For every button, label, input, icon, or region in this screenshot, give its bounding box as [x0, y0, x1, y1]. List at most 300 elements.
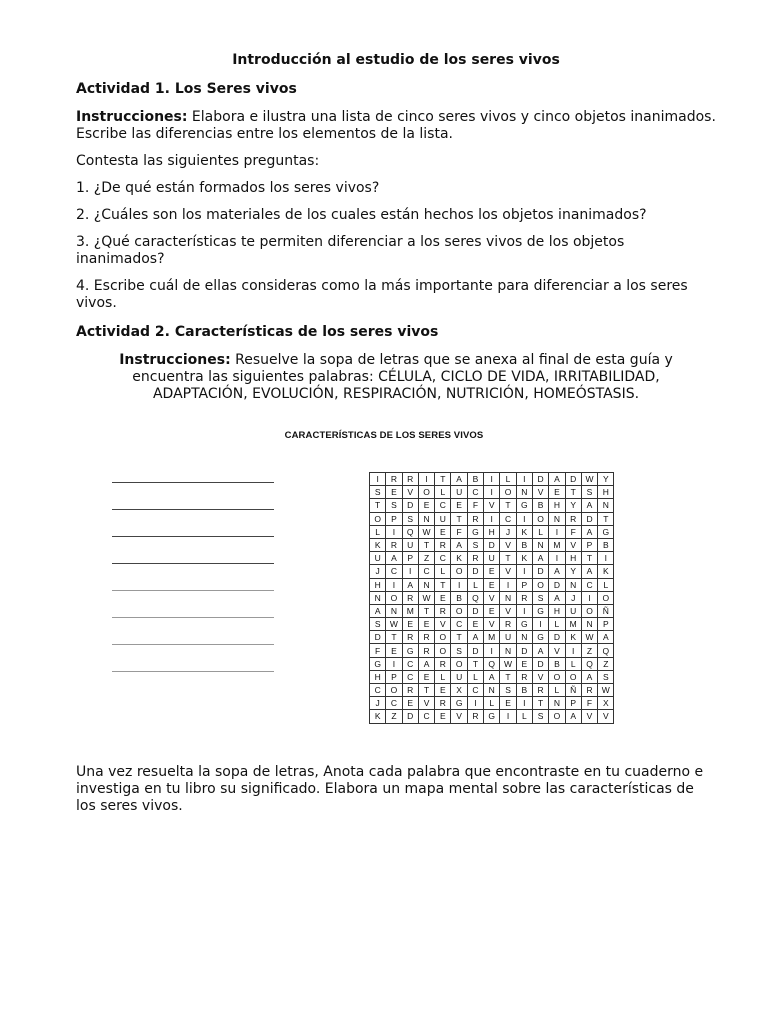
wordsearch-cell[interactable]: D: [549, 631, 565, 644]
wordsearch-cell[interactable]: B: [451, 591, 467, 604]
wordsearch-cell[interactable]: H: [549, 604, 565, 617]
wordsearch-cell[interactable]: C: [581, 578, 597, 591]
wordsearch-cell[interactable]: Y: [565, 499, 581, 512]
wordsearch-cell[interactable]: K: [451, 552, 467, 565]
wordsearch-cell[interactable]: S: [467, 538, 483, 551]
wordsearch-cell[interactable]: V: [598, 710, 614, 723]
wordsearch-cell[interactable]: B: [467, 473, 483, 486]
wordsearch-cell[interactable]: U: [451, 486, 467, 499]
wordsearch-cell[interactable]: U: [484, 552, 500, 565]
wordsearch-cell[interactable]: A: [565, 710, 581, 723]
wordsearch-cell[interactable]: Z: [418, 552, 434, 565]
wordsearch-cell[interactable]: A: [370, 604, 386, 617]
wordsearch-cell[interactable]: R: [435, 657, 451, 670]
wordsearch-cell[interactable]: G: [516, 499, 532, 512]
wordsearch-cell[interactable]: A: [581, 670, 597, 683]
wordsearch-cell[interactable]: P: [565, 697, 581, 710]
wordsearch-cell[interactable]: B: [598, 538, 614, 551]
wordsearch-cell[interactable]: D: [402, 499, 418, 512]
wordsearch-cell[interactable]: C: [467, 684, 483, 697]
wordsearch-cell[interactable]: K: [370, 710, 386, 723]
wordsearch-cell[interactable]: T: [451, 631, 467, 644]
wordsearch-cell[interactable]: N: [516, 631, 532, 644]
wordsearch-cell[interactable]: F: [581, 697, 597, 710]
wordsearch-cell[interactable]: T: [467, 657, 483, 670]
wordsearch-cell[interactable]: O: [598, 591, 614, 604]
wordsearch-cell[interactable]: R: [402, 631, 418, 644]
wordsearch-cell[interactable]: O: [451, 604, 467, 617]
wordsearch-cell[interactable]: M: [484, 631, 500, 644]
wordsearch-cell[interactable]: H: [370, 670, 386, 683]
wordsearch-cell[interactable]: T: [435, 473, 451, 486]
wordsearch-cell[interactable]: A: [418, 657, 434, 670]
wordsearch-cell[interactable]: G: [532, 631, 548, 644]
wordsearch-cell[interactable]: L: [435, 670, 451, 683]
wordsearch-cell[interactable]: N: [532, 538, 548, 551]
wordsearch-cell[interactable]: T: [598, 512, 614, 525]
wordsearch-cell[interactable]: H: [549, 499, 565, 512]
wordsearch-cell[interactable]: R: [500, 618, 516, 631]
wordsearch-cell[interactable]: C: [386, 697, 402, 710]
wordsearch-cell[interactable]: F: [565, 525, 581, 538]
wordsearch-cell[interactable]: L: [467, 578, 483, 591]
wordsearch-cell[interactable]: A: [549, 473, 565, 486]
wordsearch-cell[interactable]: W: [581, 631, 597, 644]
wordsearch-cell[interactable]: C: [402, 670, 418, 683]
wordsearch-cell[interactable]: M: [549, 538, 565, 551]
wordsearch-cell[interactable]: C: [418, 710, 434, 723]
wordsearch-cell[interactable]: I: [370, 473, 386, 486]
answer-line[interactable]: [112, 536, 274, 537]
wordsearch-cell[interactable]: F: [451, 525, 467, 538]
wordsearch-cell[interactable]: G: [516, 618, 532, 631]
wordsearch-cell[interactable]: N: [386, 604, 402, 617]
wordsearch-cell[interactable]: A: [598, 631, 614, 644]
wordsearch-cell[interactable]: E: [484, 604, 500, 617]
wordsearch-cell[interactable]: N: [549, 697, 565, 710]
wordsearch-cell[interactable]: Ñ: [598, 604, 614, 617]
wordsearch-cell[interactable]: D: [532, 565, 548, 578]
wordsearch-cell[interactable]: J: [565, 591, 581, 604]
wordsearch-cell[interactable]: P: [402, 552, 418, 565]
wordsearch-cell[interactable]: I: [565, 644, 581, 657]
wordsearch-cell[interactable]: E: [435, 525, 451, 538]
activity1-instructions-label: Instrucciones:: [76, 109, 188, 125]
wordsearch-cell[interactable]: I: [516, 697, 532, 710]
wordsearch-cell[interactable]: C: [451, 618, 467, 631]
wordsearch-cell[interactable]: N: [418, 578, 434, 591]
wordsearch-cell[interactable]: R: [467, 512, 483, 525]
wordsearch-cell[interactable]: T: [451, 512, 467, 525]
wordsearch-cell[interactable]: I: [532, 618, 548, 631]
wordsearch-cell[interactable]: J: [370, 697, 386, 710]
wordsearch-cell[interactable]: R: [402, 473, 418, 486]
wordsearch-cell[interactable]: R: [402, 591, 418, 604]
wordsearch-cell[interactable]: D: [467, 644, 483, 657]
wordsearch-cell[interactable]: N: [484, 684, 500, 697]
wordsearch-cell[interactable]: L: [484, 697, 500, 710]
wordsearch-cell[interactable]: P: [386, 512, 402, 525]
wordsearch-cell[interactable]: C: [435, 499, 451, 512]
wordsearch-cell[interactable]: O: [451, 657, 467, 670]
wordsearch-cell[interactable]: Y: [598, 473, 614, 486]
wordsearch-cell[interactable]: R: [402, 684, 418, 697]
wordsearch-cell[interactable]: H: [598, 486, 614, 499]
wordsearch-cell[interactable]: D: [402, 710, 418, 723]
wordsearch-cell[interactable]: E: [549, 486, 565, 499]
wordsearch-cell[interactable]: N: [370, 591, 386, 604]
wordsearch-cell[interactable]: V: [532, 670, 548, 683]
wordsearch-cell[interactable]: U: [500, 631, 516, 644]
wordsearch-cell[interactable]: V: [500, 604, 516, 617]
wordsearch-cell[interactable]: C: [500, 512, 516, 525]
wordsearch-cell[interactable]: I: [549, 525, 565, 538]
wordsearch-cell[interactable]: L: [549, 684, 565, 697]
wordsearch-cell[interactable]: T: [418, 604, 434, 617]
wordsearch-row: [370, 565, 614, 578]
wordsearch-cell[interactable]: I: [500, 710, 516, 723]
wordsearch-cell[interactable]: I: [484, 486, 500, 499]
wordsearch-cell[interactable]: I: [598, 552, 614, 565]
wordsearch-cell[interactable]: M: [402, 604, 418, 617]
wordsearch-cell[interactable]: B: [516, 684, 532, 697]
wordsearch-cell[interactable]: Z: [598, 657, 614, 670]
wordsearch-cell[interactable]: T: [500, 670, 516, 683]
wordsearch-cell[interactable]: W: [418, 525, 434, 538]
wordsearch-cell[interactable]: P: [598, 618, 614, 631]
wordsearch-cell[interactable]: A: [402, 578, 418, 591]
wordsearch-row: [370, 644, 614, 657]
wordsearch-cell[interactable]: L: [500, 473, 516, 486]
wordsearch-cell[interactable]: T: [565, 486, 581, 499]
wordsearch-cell[interactable]: E: [418, 618, 434, 631]
wordsearch-cell[interactable]: X: [451, 684, 467, 697]
wordsearch-cell[interactable]: L: [467, 670, 483, 683]
wordsearch-cell[interactable]: V: [484, 618, 500, 631]
wordsearch-cell[interactable]: D: [516, 644, 532, 657]
wordsearch-cell[interactable]: T: [435, 578, 451, 591]
wordsearch-cell[interactable]: I: [581, 591, 597, 604]
wordsearch-cell[interactable]: C: [435, 552, 451, 565]
wordsearch-cell[interactable]: I: [500, 578, 516, 591]
wordsearch-cell[interactable]: T: [500, 552, 516, 565]
wordsearch-cell[interactable]: L: [370, 525, 386, 538]
wordsearch-cell[interactable]: O: [451, 565, 467, 578]
wordsearch-cell[interactable]: E: [386, 644, 402, 657]
wordsearch-cell[interactable]: H: [565, 552, 581, 565]
wordsearch-cell[interactable]: O: [549, 710, 565, 723]
wordsearch-cell[interactable]: N: [549, 512, 565, 525]
wordsearch-cell[interactable]: S: [386, 499, 402, 512]
wordsearch-cell[interactable]: E: [484, 565, 500, 578]
wordsearch-cell[interactable]: A: [549, 591, 565, 604]
wordsearch-cell[interactable]: V: [500, 538, 516, 551]
wordsearch-cell[interactable]: N: [500, 644, 516, 657]
wordsearch-cell[interactable]: L: [549, 618, 565, 631]
wordsearch-cell[interactable]: O: [532, 512, 548, 525]
wordsearch-cell[interactable]: I: [418, 473, 434, 486]
wordsearch-cell[interactable]: U: [402, 538, 418, 551]
wordsearch-cell[interactable]: A: [549, 565, 565, 578]
wordsearch-cell[interactable]: A: [451, 538, 467, 551]
wordsearch-cell[interactable]: D: [565, 473, 581, 486]
wordsearch-cell[interactable]: A: [386, 552, 402, 565]
wordsearch-cell[interactable]: Q: [402, 525, 418, 538]
wordsearch-cell[interactable]: Ñ: [565, 684, 581, 697]
wordsearch-cell[interactable]: T: [418, 684, 434, 697]
wordsearch-cell[interactable]: S: [370, 486, 386, 499]
wordsearch-cell[interactable]: T: [532, 697, 548, 710]
wordsearch-cell[interactable]: J: [370, 565, 386, 578]
answer-line[interactable]: [112, 671, 274, 672]
wordsearch-cell[interactable]: C: [386, 565, 402, 578]
wordsearch-cell[interactable]: S: [581, 486, 597, 499]
wordsearch-cell[interactable]: I: [516, 512, 532, 525]
wordsearch-cell[interactable]: A: [484, 670, 500, 683]
wordsearch-cell[interactable]: V: [484, 499, 500, 512]
wordsearch-cell[interactable]: V: [402, 486, 418, 499]
wordsearch-cell[interactable]: I: [484, 512, 500, 525]
wordsearch-cell[interactable]: S: [598, 670, 614, 683]
wordsearch-cell[interactable]: G: [484, 710, 500, 723]
wordsearch-cell[interactable]: U: [370, 552, 386, 565]
wordsearch-cell[interactable]: R: [516, 670, 532, 683]
wordsearch-cell[interactable]: O: [435, 644, 451, 657]
wordsearch-cell[interactable]: V: [451, 710, 467, 723]
wordsearch-cell[interactable]: N: [598, 499, 614, 512]
wordsearch-grid: [369, 472, 614, 724]
wordsearch-cell[interactable]: E: [418, 499, 434, 512]
wordsearch-cell[interactable]: N: [418, 512, 434, 525]
wordsearch-cell[interactable]: S: [532, 591, 548, 604]
wordsearch-cell[interactable]: N: [516, 486, 532, 499]
wordsearch-cell[interactable]: V: [581, 710, 597, 723]
wordsearch-cell[interactable]: P: [386, 670, 402, 683]
wordsearch-cell[interactable]: D: [532, 657, 548, 670]
wordsearch-cell[interactable]: A: [467, 631, 483, 644]
wordsearch-cell[interactable]: W: [581, 473, 597, 486]
wordsearch-cell[interactable]: R: [467, 552, 483, 565]
wordsearch-cell[interactable]: C: [418, 565, 434, 578]
wordsearch-cell[interactable]: B: [516, 538, 532, 551]
wordsearch-cell[interactable]: H: [484, 525, 500, 538]
wordsearch-cell[interactable]: T: [418, 538, 434, 551]
wordsearch-cell[interactable]: S: [402, 512, 418, 525]
wordsearch-cell[interactable]: P: [516, 578, 532, 591]
wordsearch-cell[interactable]: E: [467, 618, 483, 631]
wordsearch-cell[interactable]: L: [435, 486, 451, 499]
wordsearch-cell[interactable]: T: [500, 499, 516, 512]
wordsearch-cell[interactable]: G: [598, 525, 614, 538]
wordsearch-cell[interactable]: G: [451, 697, 467, 710]
wordsearch-cell[interactable]: O: [581, 604, 597, 617]
wordsearch-cell[interactable]: F: [467, 499, 483, 512]
wordsearch-cell[interactable]: A: [581, 565, 597, 578]
wordsearch-cell[interactable]: U: [435, 512, 451, 525]
wordsearch-cell[interactable]: R: [467, 710, 483, 723]
wordsearch-cell[interactable]: H: [370, 578, 386, 591]
wordsearch-cell[interactable]: V: [549, 644, 565, 657]
wordsearch-cell[interactable]: F: [370, 644, 386, 657]
wordsearch-row: [370, 578, 614, 591]
wordsearch-cell[interactable]: B: [549, 657, 565, 670]
wordsearch-cell[interactable]: A: [532, 644, 548, 657]
wordsearch-cell[interactable]: W: [386, 618, 402, 631]
wordsearch-cell[interactable]: I: [516, 565, 532, 578]
wordsearch-cell[interactable]: O: [418, 486, 434, 499]
wordsearch-cell[interactable]: R: [418, 631, 434, 644]
wordsearch-cell[interactable]: S: [370, 618, 386, 631]
wordsearch-cell[interactable]: O: [532, 578, 548, 591]
wordsearch-cell[interactable]: G: [532, 604, 548, 617]
wordsearch-cell[interactable]: I: [402, 565, 418, 578]
wordsearch-cell[interactable]: I: [386, 525, 402, 538]
wordsearch-cell[interactable]: D: [581, 512, 597, 525]
wordsearch-cell[interactable]: D: [549, 578, 565, 591]
wordsearch-cell[interactable]: D: [467, 565, 483, 578]
wordsearch-cell[interactable]: A: [581, 525, 597, 538]
activity1-heading: Actividad 1. Los Seres vivos: [76, 81, 297, 97]
wordsearch-cell[interactable]: Q: [598, 644, 614, 657]
wordsearch-cell[interactable]: O: [386, 684, 402, 697]
wordsearch-cell[interactable]: I: [516, 473, 532, 486]
wordsearch-cell[interactable]: R: [386, 538, 402, 551]
wordsearch-cell[interactable]: R: [516, 591, 532, 604]
wordsearch-cell[interactable]: A: [451, 473, 467, 486]
wordsearch-cell[interactable]: E: [402, 697, 418, 710]
wordsearch-cell[interactable]: E: [402, 618, 418, 631]
wordsearch-cell[interactable]: M: [565, 618, 581, 631]
wordsearch-cell[interactable]: E: [386, 486, 402, 499]
wordsearch-cell[interactable]: G: [370, 657, 386, 670]
wordsearch-cell[interactable]: U: [451, 670, 467, 683]
wordsearch-cell[interactable]: W: [598, 684, 614, 697]
question-4: 4. Escribe cuál de ellas consideras como la más importante para diferenciar a los seres vivos.: [76, 278, 688, 311]
wordsearch-cell[interactable]: R: [532, 684, 548, 697]
answer-line[interactable]: [112, 590, 274, 591]
wordsearch-cell[interactable]: K: [598, 565, 614, 578]
wordsearch-cell[interactable]: E: [435, 684, 451, 697]
wordsearch-cell[interactable]: E: [435, 710, 451, 723]
wordsearch-cell[interactable]: Y: [565, 565, 581, 578]
wordsearch-cell[interactable]: Q: [467, 591, 483, 604]
wordsearch-cell[interactable]: E: [435, 591, 451, 604]
wordsearch-cell[interactable]: E: [418, 670, 434, 683]
wordsearch-cell[interactable]: V: [435, 618, 451, 631]
wordsearch-cell[interactable]: C: [370, 684, 386, 697]
wordsearch-cell[interactable]: L: [435, 565, 451, 578]
wordsearch-cell[interactable]: Q: [581, 657, 597, 670]
wordsearch-cell[interactable]: D: [467, 604, 483, 617]
wordsearch-cell[interactable]: V: [484, 591, 500, 604]
wordsearch-cell[interactable]: I: [451, 578, 467, 591]
wordsearch-cell[interactable]: E: [484, 578, 500, 591]
wordsearch-cell[interactable]: U: [565, 604, 581, 617]
wordsearch-cell[interactable]: L: [598, 578, 614, 591]
answer-line[interactable]: [112, 482, 274, 483]
wordsearch-cell[interactable]: I: [386, 578, 402, 591]
answer-line[interactable]: [112, 617, 274, 618]
wordsearch-cell[interactable]: O: [549, 670, 565, 683]
wordsearch-cell[interactable]: V: [418, 697, 434, 710]
wordsearch-cell[interactable]: X: [598, 697, 614, 710]
wordsearch-cell[interactable]: I: [484, 644, 500, 657]
wordsearch-cell[interactable]: G: [402, 644, 418, 657]
wordsearch-cell[interactable]: W: [500, 657, 516, 670]
wordsearch-cell[interactable]: N: [500, 591, 516, 604]
wordsearch-cell[interactable]: O: [435, 631, 451, 644]
wordsearch-cell[interactable]: D: [484, 538, 500, 551]
wordsearch-cell[interactable]: N: [581, 618, 597, 631]
wordsearch-cell[interactable]: Z: [581, 644, 597, 657]
wordsearch-cell[interactable]: B: [532, 499, 548, 512]
wordsearch-cell[interactable]: S: [451, 644, 467, 657]
wordsearch-cell[interactable]: C: [467, 486, 483, 499]
wordsearch-cell[interactable]: Q: [484, 657, 500, 670]
wordsearch-cell[interactable]: E: [516, 657, 532, 670]
answer-line[interactable]: [112, 563, 274, 564]
wordsearch-cell[interactable]: I: [467, 697, 483, 710]
wordsearch-cell[interactable]: I: [549, 552, 565, 565]
wordsearch-cell[interactable]: R: [581, 684, 597, 697]
wordsearch-cell[interactable]: L: [516, 710, 532, 723]
wordsearch-cell[interactable]: O: [565, 670, 581, 683]
wordsearch-cell[interactable]: C: [402, 657, 418, 670]
wordsearch-cell[interactable]: R: [565, 512, 581, 525]
wordsearch-cell[interactable]: A: [581, 499, 597, 512]
wordsearch-cell[interactable]: E: [451, 499, 467, 512]
wordsearch-cell[interactable]: K: [516, 525, 532, 538]
wordsearch-cell[interactable]: R: [435, 604, 451, 617]
wordsearch-cell[interactable]: A: [532, 552, 548, 565]
wordsearch-cell[interactable]: L: [532, 525, 548, 538]
wordsearch-cell[interactable]: I: [386, 657, 402, 670]
wordsearch-cell[interactable]: K: [565, 631, 581, 644]
answer-line[interactable]: [112, 509, 274, 510]
wordsearch-cell[interactable]: I: [516, 604, 532, 617]
answer-line[interactable]: [112, 644, 274, 645]
wordsearch-cell[interactable]: E: [500, 697, 516, 710]
wordsearch-cell[interactable]: V: [532, 486, 548, 499]
wordsearch-cell[interactable]: R: [435, 697, 451, 710]
wordsearch-cell[interactable]: T: [581, 552, 597, 565]
wordsearch-cell[interactable]: K: [516, 552, 532, 565]
wordsearch-cell[interactable]: G: [467, 525, 483, 538]
wordsearch-cell[interactable]: J: [500, 525, 516, 538]
wordsearch-cell[interactable]: Z: [386, 710, 402, 723]
wordsearch-cell[interactable]: O: [500, 486, 516, 499]
wordsearch-cell[interactable]: P: [581, 538, 597, 551]
wordsearch-cell[interactable]: N: [565, 578, 581, 591]
wordsearch-cell[interactable]: T: [386, 631, 402, 644]
wordsearch-cell[interactable]: K: [370, 538, 386, 551]
wordsearch-cell[interactable]: R: [435, 538, 451, 551]
wordsearch-cell[interactable]: R: [386, 473, 402, 486]
wordsearch-cell[interactable]: I: [484, 473, 500, 486]
wordsearch-cell[interactable]: S: [500, 684, 516, 697]
wordsearch-cell[interactable]: V: [500, 565, 516, 578]
wordsearch-cell[interactable]: O: [386, 591, 402, 604]
wordsearch-cell[interactable]: T: [370, 499, 386, 512]
wordsearch-cell[interactable]: V: [565, 538, 581, 551]
wordsearch-cell[interactable]: D: [532, 473, 548, 486]
wordsearch-cell[interactable]: S: [532, 710, 548, 723]
wordsearch-cell[interactable]: W: [418, 591, 434, 604]
wordsearch-cell[interactable]: L: [565, 657, 581, 670]
wordsearch-cell[interactable]: D: [370, 631, 386, 644]
wordsearch-cell[interactable]: O: [370, 512, 386, 525]
wordsearch-cell[interactable]: R: [418, 644, 434, 657]
